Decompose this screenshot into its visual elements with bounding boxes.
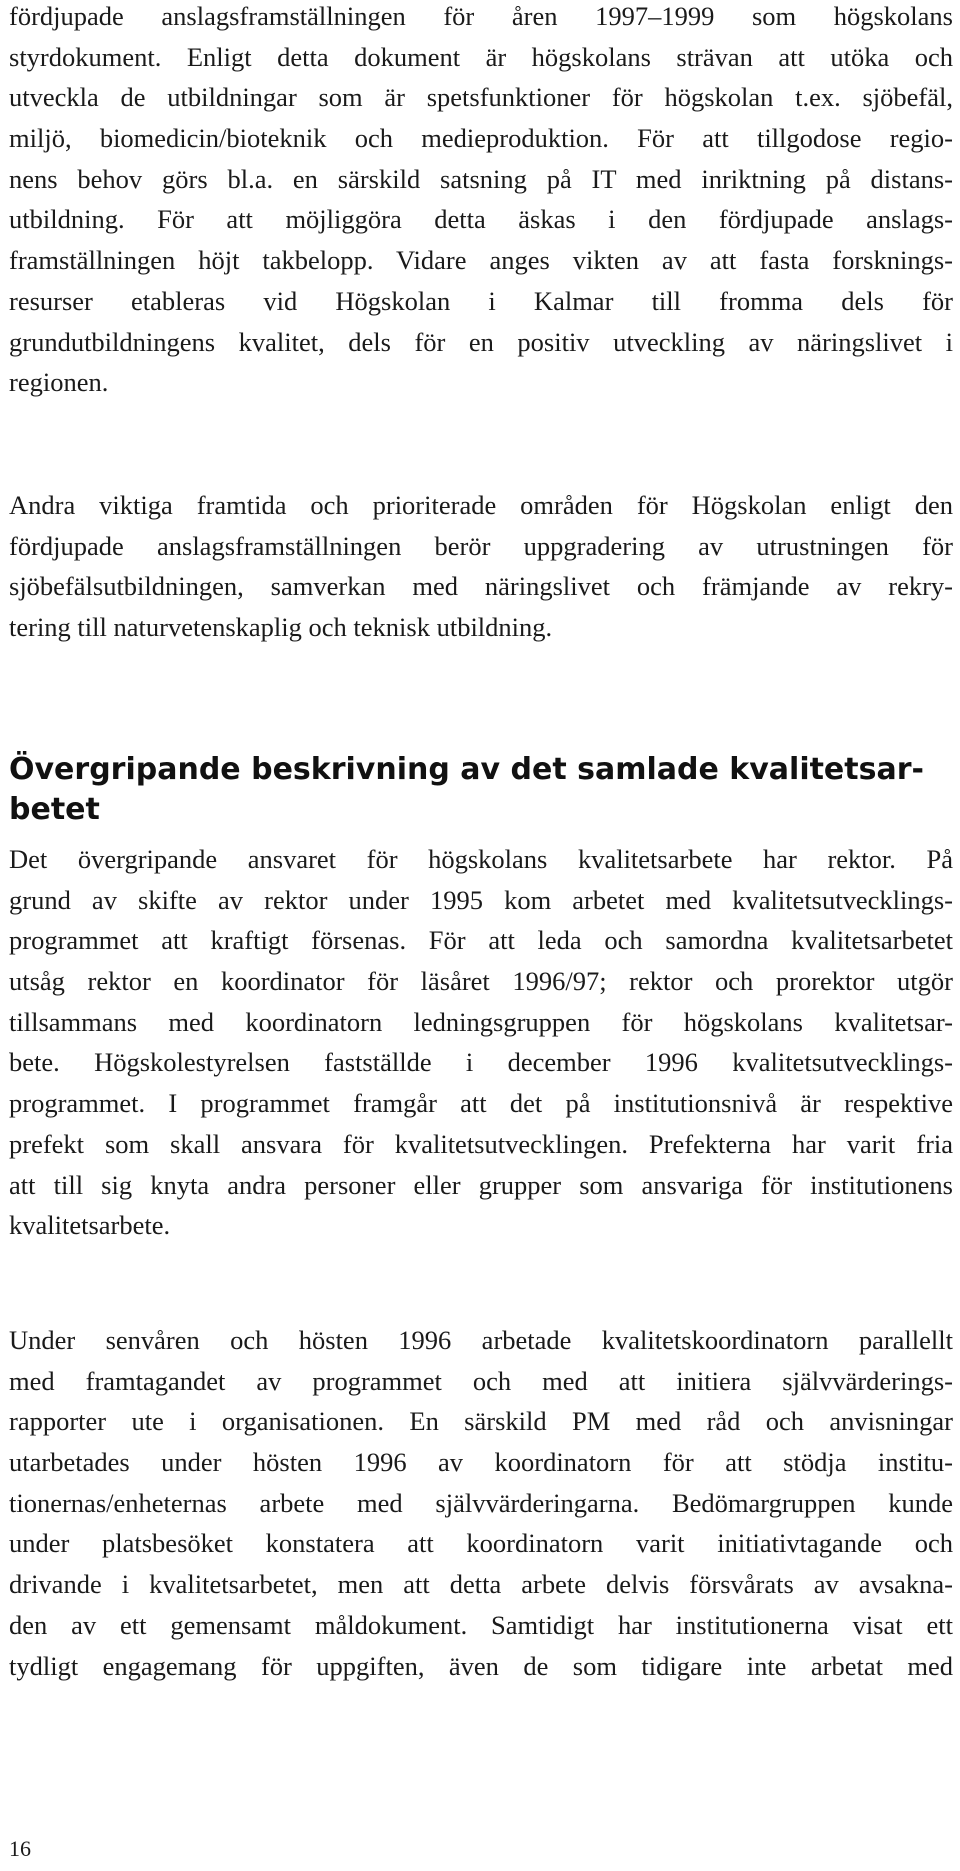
text-line: drivande i kvalitetsarbetet, men att detta arbete delvis försvårats av avsakna- [9,1569,953,1600]
text-line: grundutbildningens kvalitet, dels för en positiv utveckling av näringslivet i [9,326,953,357]
text-line: utsåg rektor en koordinator för läsåret 1996/97; rektor och prorektor utgör [9,966,953,997]
text-line: Andra viktiga framtida och prioriterade områden för Högskolan enligt den [9,490,953,520]
paragraph-senvaren-hosten [9,1320,953,1686]
text-line: utveckla de utbildningar som är spetsfunktioner för högskolan t.ex. sjöbefäl, [9,82,953,113]
section-heading [9,750,953,830]
text-line: Under senvåren och hösten 1996 arbetade kvalitetskoordinatorn parallellt [9,1325,953,1355]
text-line: sjöbefälsutbildningen, samverkan med näringslivet och främjande av rekry- [9,571,953,602]
heading-line: betet [9,792,100,827]
text-line: framställningen höjt takbelopp. Vidare anges vikten av att fasta forsknings- [9,245,953,276]
text-line: med framtagandet av programmet och med att initiera självvärderings- [9,1365,953,1396]
text-line: fördjupade anslagsframställningen berör uppgradering av utrustningen för [9,530,953,561]
text-line: bete. Högskolestyrelsen fastställde i december 1996 kvalitetsutvecklings- [9,1047,953,1078]
text-line: utbildning. För att möjliggöra detta äskas i den fördjupade anslags- [9,204,953,235]
text-line: kvalitetsarbete. [9,1210,171,1241]
text-line: under platsbesöket konstatera att koordinatorn varit initiativtagande och [9,1528,953,1559]
text-line: nens behov görs bl.a. en särskild satsning på IT med inriktning på distans- [9,163,953,194]
text-line: den av ett gemensamt måldokument. Samtidigt har institutionerna visat ett [9,1609,953,1640]
paragraph-ansvar-kvalitetsarbete [9,839,953,1246]
text-line: att till sig knyta andra personer eller grupper som ansvariga för institutionens [9,1169,953,1200]
text-line: grund av skifte av rektor under 1995 kom arbetet med kvalitetsutvecklings- [9,884,953,915]
text-line: resurser etableras vid Högskolan i Kalmar till fromma dels för [9,285,953,316]
paragraph-anslagsframstallning [9,0,953,403]
text-line: styrdokument. Enligt detta dokument är högskolans strävan att utöka och [9,41,953,72]
heading-line: Övergripande beskrivning av det samlade kvalitetsar- [9,752,924,787]
text-line: tionernas/enheternas arbete med självvärderingarna. Bedömargruppen kunde [9,1487,953,1518]
text-line: tillsammans med koordinatorn ledningsgruppen för högskolans kvalitetsar- [9,1006,953,1037]
text-line: Det övergripande ansvaret för högskolans kvalitetsarbete har rektor. På [9,844,953,874]
text-line: tydligt engagemang för uppgiften, även de som tidigare inte arbetat med [9,1650,953,1681]
text-line: miljö, biomedicin/bioteknik och medieproduktion. För att tillgodose regio- [9,123,953,154]
paragraph-prioriterade-omraden [9,485,953,648]
text-line: regionen. [9,367,109,398]
text-line: utarbetades under hösten 1996 av koordinatorn för att stödja institu- [9,1447,953,1478]
text-line: rapporter ute i organisationen. En särskild PM med råd och anvisningar [9,1406,953,1437]
page-number: 16 [9,1836,31,1861]
text-line: prefekt som skall ansvara för kvalitetsutvecklingen. Prefekterna har varit fria [9,1128,953,1159]
text-line: tering till naturvetenskaplig och teknisk utbildning. [9,612,553,643]
text-line: fördjupade anslagsframställningen för åren 1997–1999 som högskolans [9,1,953,31]
text-line: programmet att kraftigt försenas. För att leda och samordna kvalitetsarbetet [9,925,953,956]
text-line: programmet. I programmet framgår att det på institutionsnivå är respektive [9,1088,953,1119]
